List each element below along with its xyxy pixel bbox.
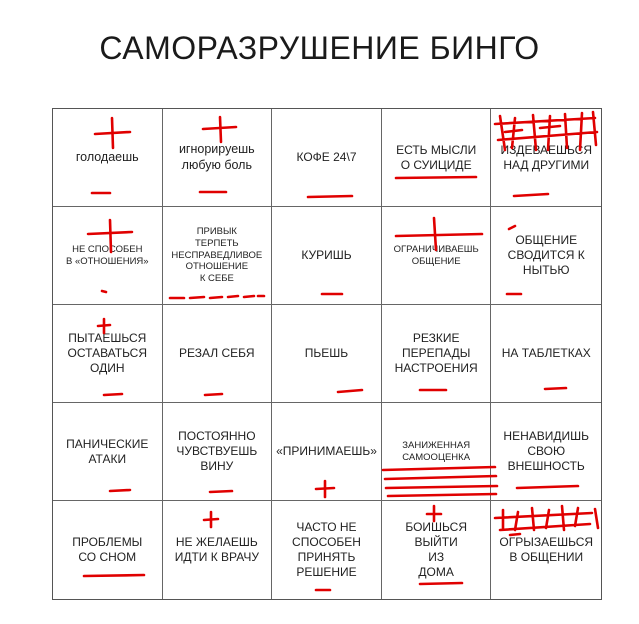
cell-label: ПАНИЧЕСКИЕ АТАКИ <box>66 436 149 466</box>
bingo-cell[interactable] <box>382 403 492 501</box>
bingo-cell[interactable] <box>163 305 273 403</box>
cell-label: КУРИШЬ <box>301 248 352 262</box>
cell-label: ПЫТАЕШЬСЯ ОСТАВАТЬСЯ ОДИН <box>67 331 148 375</box>
cell-label: НА ТАБЛЕТКАХ <box>501 346 591 360</box>
cell-label: ОГРЫЗАЕШЬСЯ В ОБЩЕНИИ <box>499 535 594 564</box>
bingo-cell[interactable] <box>163 109 273 207</box>
bingo-cell[interactable] <box>382 501 492 599</box>
cell-label: ЧАСТО НЕ СПОСОБЕН ПРИНЯТЬ РЕШЕНИЕ <box>292 520 361 579</box>
bingo-cell[interactable] <box>491 207 601 305</box>
bingo-cell[interactable] <box>53 207 163 305</box>
bingo-cell[interactable] <box>272 109 382 207</box>
cell-label: ПЬЕШЬ <box>304 346 349 360</box>
cell-label: НЕНАВИДИШЬ СВОЮ ВНЕШНОСТЬ <box>503 429 590 473</box>
cell-label: ОГРАНИЧИВАЕШЬ ОБЩЕНИЕ <box>393 243 479 267</box>
bingo-cell[interactable] <box>53 305 163 403</box>
bingo-cell[interactable] <box>491 109 601 207</box>
cell-label: голодаешь <box>75 149 139 164</box>
bingo-cell[interactable] <box>272 305 382 403</box>
bingo-board <box>52 108 602 600</box>
cell-label: ОБЩЕНИЕ СВОДИТСЯ К НЫТЬЮ <box>507 233 585 277</box>
cell-label: НЕ ЖЕЛАЕШЬ ИДТИ К ВРАЧУ <box>174 535 259 564</box>
cell-label: КОФЕ 24\7 <box>296 150 357 164</box>
cell-label: ЕСТЬ МЫСЛИ О СУИЦИДЕ <box>396 142 477 172</box>
cell-label: игнорируешь любую боль <box>178 141 255 172</box>
cell-label: БОИШЬСЯ ВЫЙТИ ИЗ ДОМА <box>405 520 467 579</box>
cell-label: ПОСТОЯННО ЧУВСТВУЕШЬ ВИНУ <box>176 429 258 473</box>
bingo-cell[interactable] <box>53 403 163 501</box>
cell-label: ИЗДЕВАЕШЬСЯ НАД ДРУГИМИ <box>500 142 592 172</box>
bingo-cell[interactable] <box>163 207 273 305</box>
bingo-cell[interactable] <box>382 305 492 403</box>
bingo-cell[interactable] <box>53 501 163 599</box>
bingo-cell[interactable] <box>272 501 382 599</box>
bingo-cell[interactable] <box>272 207 382 305</box>
bingo-cell[interactable] <box>53 109 163 207</box>
bingo-cell[interactable] <box>491 501 601 599</box>
cell-label: ЗАНИЖЕННАЯ САМООЦЕНКА <box>402 439 471 463</box>
cell-label: ПРОБЛЕМЫ СО СНОМ <box>72 535 143 564</box>
bingo-cell[interactable] <box>163 403 273 501</box>
bingo-cell[interactable] <box>382 207 492 305</box>
bingo-cell[interactable] <box>272 403 382 501</box>
bingo-cell[interactable] <box>163 501 273 599</box>
bingo-cell[interactable] <box>491 305 601 403</box>
cell-label: РЕЗКИЕ ПЕРЕПАДЫ НАСТРОЕНИЯ <box>394 331 478 375</box>
cell-label: НЕ СПОСОБЕН В «ОТНОШЕНИЯ» <box>65 243 149 267</box>
page-title: САМОРАЗРУШЕНИЕ БИНГО <box>99 30 540 66</box>
bingo-cell[interactable] <box>491 403 601 501</box>
cell-label: РЕЗАЛ СЕБЯ <box>179 346 255 360</box>
cell-label: «ПРИНИМАЕШЬ» <box>276 444 377 458</box>
bingo-cell[interactable] <box>382 109 492 207</box>
cell-label: ПРИВЫК ТЕРПЕТЬ НЕСПРАВЕДЛИВОЕ ОТНОШЕНИЕ К СЕБЕ <box>171 225 263 285</box>
